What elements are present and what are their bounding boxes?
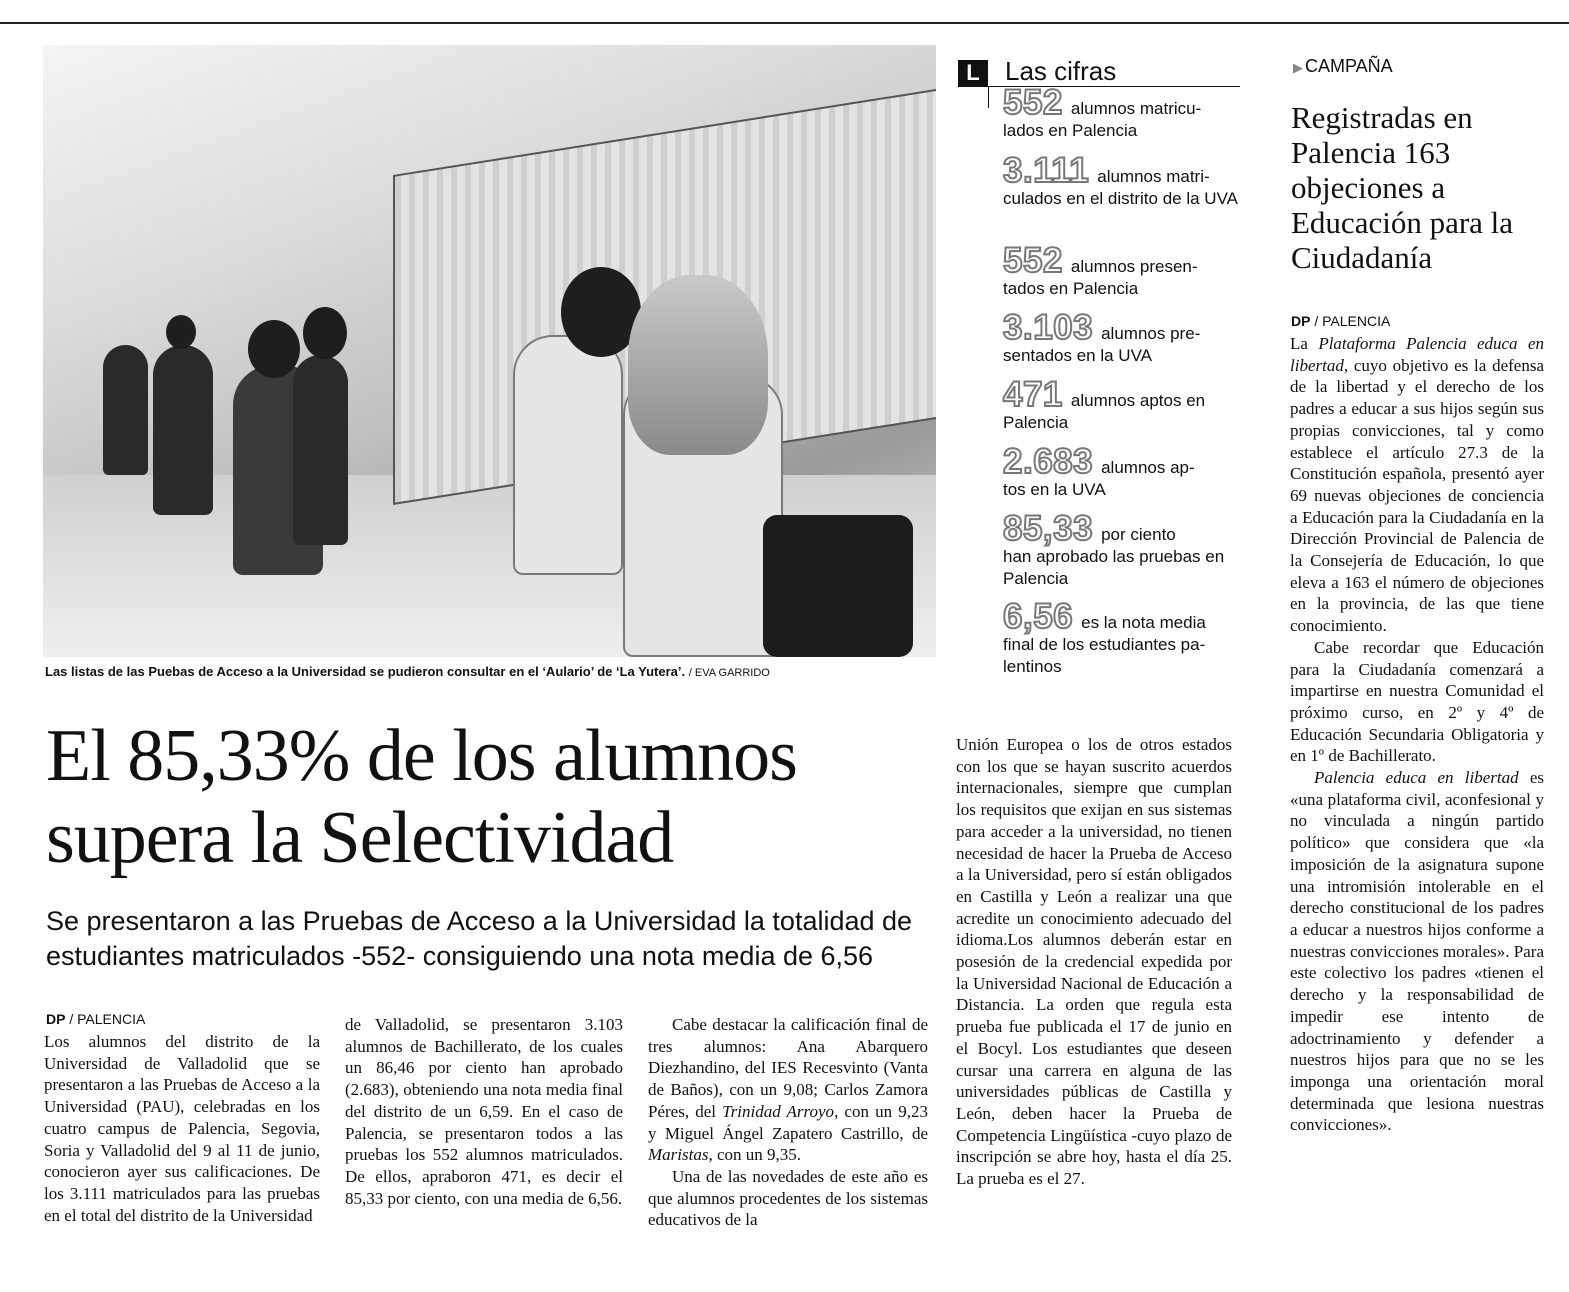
cifra-number: 552 <box>1003 241 1063 280</box>
side-p1-post: , cuyo objetivo es la defensa de la libertad y el derecho de los padres a educar a sus hijos según sus propias convicciones, tal y como establece el artículo 27.3 de la Constitución española, presentó ayer 69 nuevas objeciones de conciencia a Educación para la Ciudadanía en la Dirección Provincial de Palencia de la Consejería de Educación, lo que eleva a 163 el número de objeciones en la provincia, de las que tiene conocimiento. <box>1290 355 1544 636</box>
cifra-text: alumnos matricu- <box>1070 99 1202 118</box>
col3-italic-1: Trinidad Arroyo <box>722 1101 835 1121</box>
cifras-title: Las cifras <box>1005 56 1117 86</box>
cifra-text: alumnos aptos en <box>1070 391 1206 410</box>
news-photo <box>43 45 936 657</box>
cifra-text-rest: tados en Palencia <box>1003 279 1139 298</box>
headline-line-1: El 85,33% de los alumnos <box>46 715 797 797</box>
side-p3-italic: Palencia educa en libertad <box>1314 768 1519 788</box>
cifras-rule <box>958 86 1240 87</box>
cifra-text-rest: tos en la UVA <box>1003 480 1106 499</box>
cifra-text-rest: Palencia <box>1003 413 1069 432</box>
cifra-number: 3.103 <box>1003 308 1094 347</box>
byline-agency: DP <box>46 1011 66 1027</box>
side-paragraph-1 <box>1290 333 1544 637</box>
main-column-1: Los alumnos del distrito de la Universidad de Valladolid que se presentaron a las Pruebas de Acceso a la Universidad (PAU), celebradas en los cuatro campus de Palencia, Segovia, Soria y Valladolid del 9 al 11 de junio, conocieron ayer sus calificaciones. De los 3.111 matriculados para las pruebas en el total del distrito de la Universidad <box>44 1032 320 1225</box>
cifra-item <box>1003 442 1243 501</box>
subhead-line-2: estudiantes matriculados -552- consiguiendo una nota media de 6,56 <box>46 941 874 971</box>
side-headline: Registradas en Palencia 163 objeciones a Educación para la Ciudadanía <box>1291 100 1514 275</box>
photo-person-1 <box>103 345 148 475</box>
photo-head-4 <box>303 307 347 359</box>
main-subhead <box>46 904 912 974</box>
cifra-item <box>1003 509 1243 590</box>
cifra-number: 3.111 <box>1003 151 1090 190</box>
side-body <box>1290 333 1544 1136</box>
photo-head-2 <box>166 315 196 349</box>
section-tag-label: CAMPAÑA <box>1305 56 1393 76</box>
cifra-item <box>1003 241 1243 300</box>
headline-line-2: supera la Selectividad <box>46 797 674 879</box>
cifra-item <box>1003 375 1243 434</box>
cifra-item <box>1003 308 1243 367</box>
side-p1-italic: Plataforma Palencia educa en libertad <box>1290 334 1544 375</box>
photo-caption-text: Las listas de las Puebas de Acceso a la Universidad se pudieron consultar en el ‘Aulario’ de ‘La Yutera’. <box>45 664 686 679</box>
cifra-item <box>1003 83 1243 142</box>
side-paragraph-2: Cabe recordar que Educación para la Ciudadanía comenzará a impartirse en nuestra Comunidad el próximo curso, en 2º y 4º de Educación Secundaria Obligatoria y en 1º de Bachillerato. <box>1290 637 1544 766</box>
byline-place: / PALENCIA <box>1314 313 1391 329</box>
main-column-4: Unión Europea o los de otros estados con los que se hayan suscrito acuerdos internacionales, siempre que cumplan los requisitos que exijan en sus sistemas para acceder a la universidad, no tienen necesidad de hacer la Prueba de Acceso a la Universidad, pero sí están obligados en Castilla y León a realizar una que acredite un conocimiento adecuado del idioma.Los alumnos deberán estar en posesión de la credencial expedida por la Universidad Nacional de Educación a Distancia. La orden que regula esta prueba fue publicada el 17 de junio en el Bocyl. Los estudiantes que deseen cursar una carrera en alguna de las universidades públicas de Castilla y León, deben hacer la Prueba de Competencia Lingüística -cuyo plazo de inscripción se abre hoy, hasta el día 25. La prueba es el 27. <box>956 735 1232 1189</box>
cifra-text: alumnos pre- <box>1101 324 1201 343</box>
top-rule <box>0 22 1569 24</box>
main-column-3 <box>648 1014 928 1231</box>
section-tag <box>1293 56 1393 77</box>
subhead-line-1: Se presentaron a las Pruebas de Acceso a la Universidad la totalidad de <box>46 906 913 936</box>
cifra-text-rest: final de los estudiantes pa-lentinos <box>1003 635 1206 676</box>
cifra-item <box>1003 597 1243 678</box>
cifra-text-rest: han aprobado las pruebas en Palencia <box>1003 547 1225 588</box>
cifra-number: 471 <box>1003 375 1063 414</box>
byline-agency: DP <box>1291 313 1311 329</box>
col3-italic-2: Maristas <box>648 1145 709 1165</box>
side-p1-pre: La <box>1290 334 1319 353</box>
col3-paragraph-1 <box>648 1014 928 1166</box>
main-byline <box>46 1011 145 1027</box>
cifra-number: 552 <box>1003 83 1063 122</box>
photo-head-3 <box>248 320 300 378</box>
col3-text-c: , con un 9,35. <box>708 1145 802 1165</box>
cifra-item <box>1003 151 1243 210</box>
cifra-text: es la nota media <box>1081 613 1206 632</box>
main-headline <box>46 715 797 879</box>
main-column-2: de Valladolid, se presentaron 3.103 alumnos de Bachillerato, de los cuales un 86,46 por ciento han aprobado (2.683), obteniendo una nota media final del distrito de un 6,59. En el caso de Palencia, se presentaron todos a las pruebas los 552 alumnos matriculados. De ellos, apraboron 471, es decir el 85,33 por ciento, con una media de 6,56. <box>345 1015 623 1208</box>
col3-paragraph-2: Una de las novedades de este año es que alumnos procedentes de los sistemas educativos de la <box>648 1166 928 1230</box>
photo-hair-6 <box>628 275 768 455</box>
cifras-logo-icon: L <box>958 60 988 86</box>
triangle-icon: ▶ <box>1293 60 1303 75</box>
side-p3-post: es «una plataforma civil, aconfesional y no vinculada a ningún partido político» que considera que «la imposición de la asignatura supone una intromisión intolerable en el derecho constitucional de los padres a educar a nuestros hijos conforme a nuestras convicciones morales». Para este colectivo los padres «tienen el derecho y la responsabilidad de impedir ese intento de adoctrinamiento y defender a nuestros hijos para que no se les imponga una orientación moral determinada que lesiona nuestras convicciones». <box>1290 768 1544 1135</box>
photo-caption <box>45 664 770 679</box>
cifra-text-rest: culados en el distrito de la UVA <box>1003 189 1238 208</box>
photo-bag <box>763 515 913 657</box>
cifra-text: alumnos ap- <box>1101 458 1195 477</box>
cifra-text-rest: sentados en la UVA <box>1003 346 1152 365</box>
cifra-number: 85,33 <box>1003 509 1094 548</box>
cifra-text-rest: lados en Palencia <box>1003 121 1138 140</box>
byline-place: / PALENCIA <box>69 1011 146 1027</box>
cifra-number: 2.683 <box>1003 442 1094 481</box>
photo-credit: / EVA GARRIDO <box>688 667 770 679</box>
photo-person-4 <box>293 355 348 545</box>
cifra-number: 6,56 <box>1003 597 1074 636</box>
photo-person-5 <box>513 335 623 575</box>
col3-text-b: , con un 9,23 y Miguel Ángel Zapatero Castrillo, de <box>648 1101 928 1143</box>
cifras-vertical-rule <box>988 86 989 108</box>
col3-text-a: Cabe destacar la calificación final de tres alumnos: Ana Abarquero Diezhandino, del IES Recesvinto (Vanta de Baños), con un 9,08; Carlos Zamora Péres, del <box>648 1015 928 1121</box>
cifra-text: alumnos presen- <box>1070 257 1198 276</box>
cifra-text: por ciento <box>1101 525 1176 544</box>
cifra-text: alumnos matri- <box>1097 167 1210 186</box>
side-byline <box>1291 313 1390 329</box>
photo-person-2 <box>153 345 213 515</box>
side-paragraph-3 <box>1290 767 1544 1136</box>
